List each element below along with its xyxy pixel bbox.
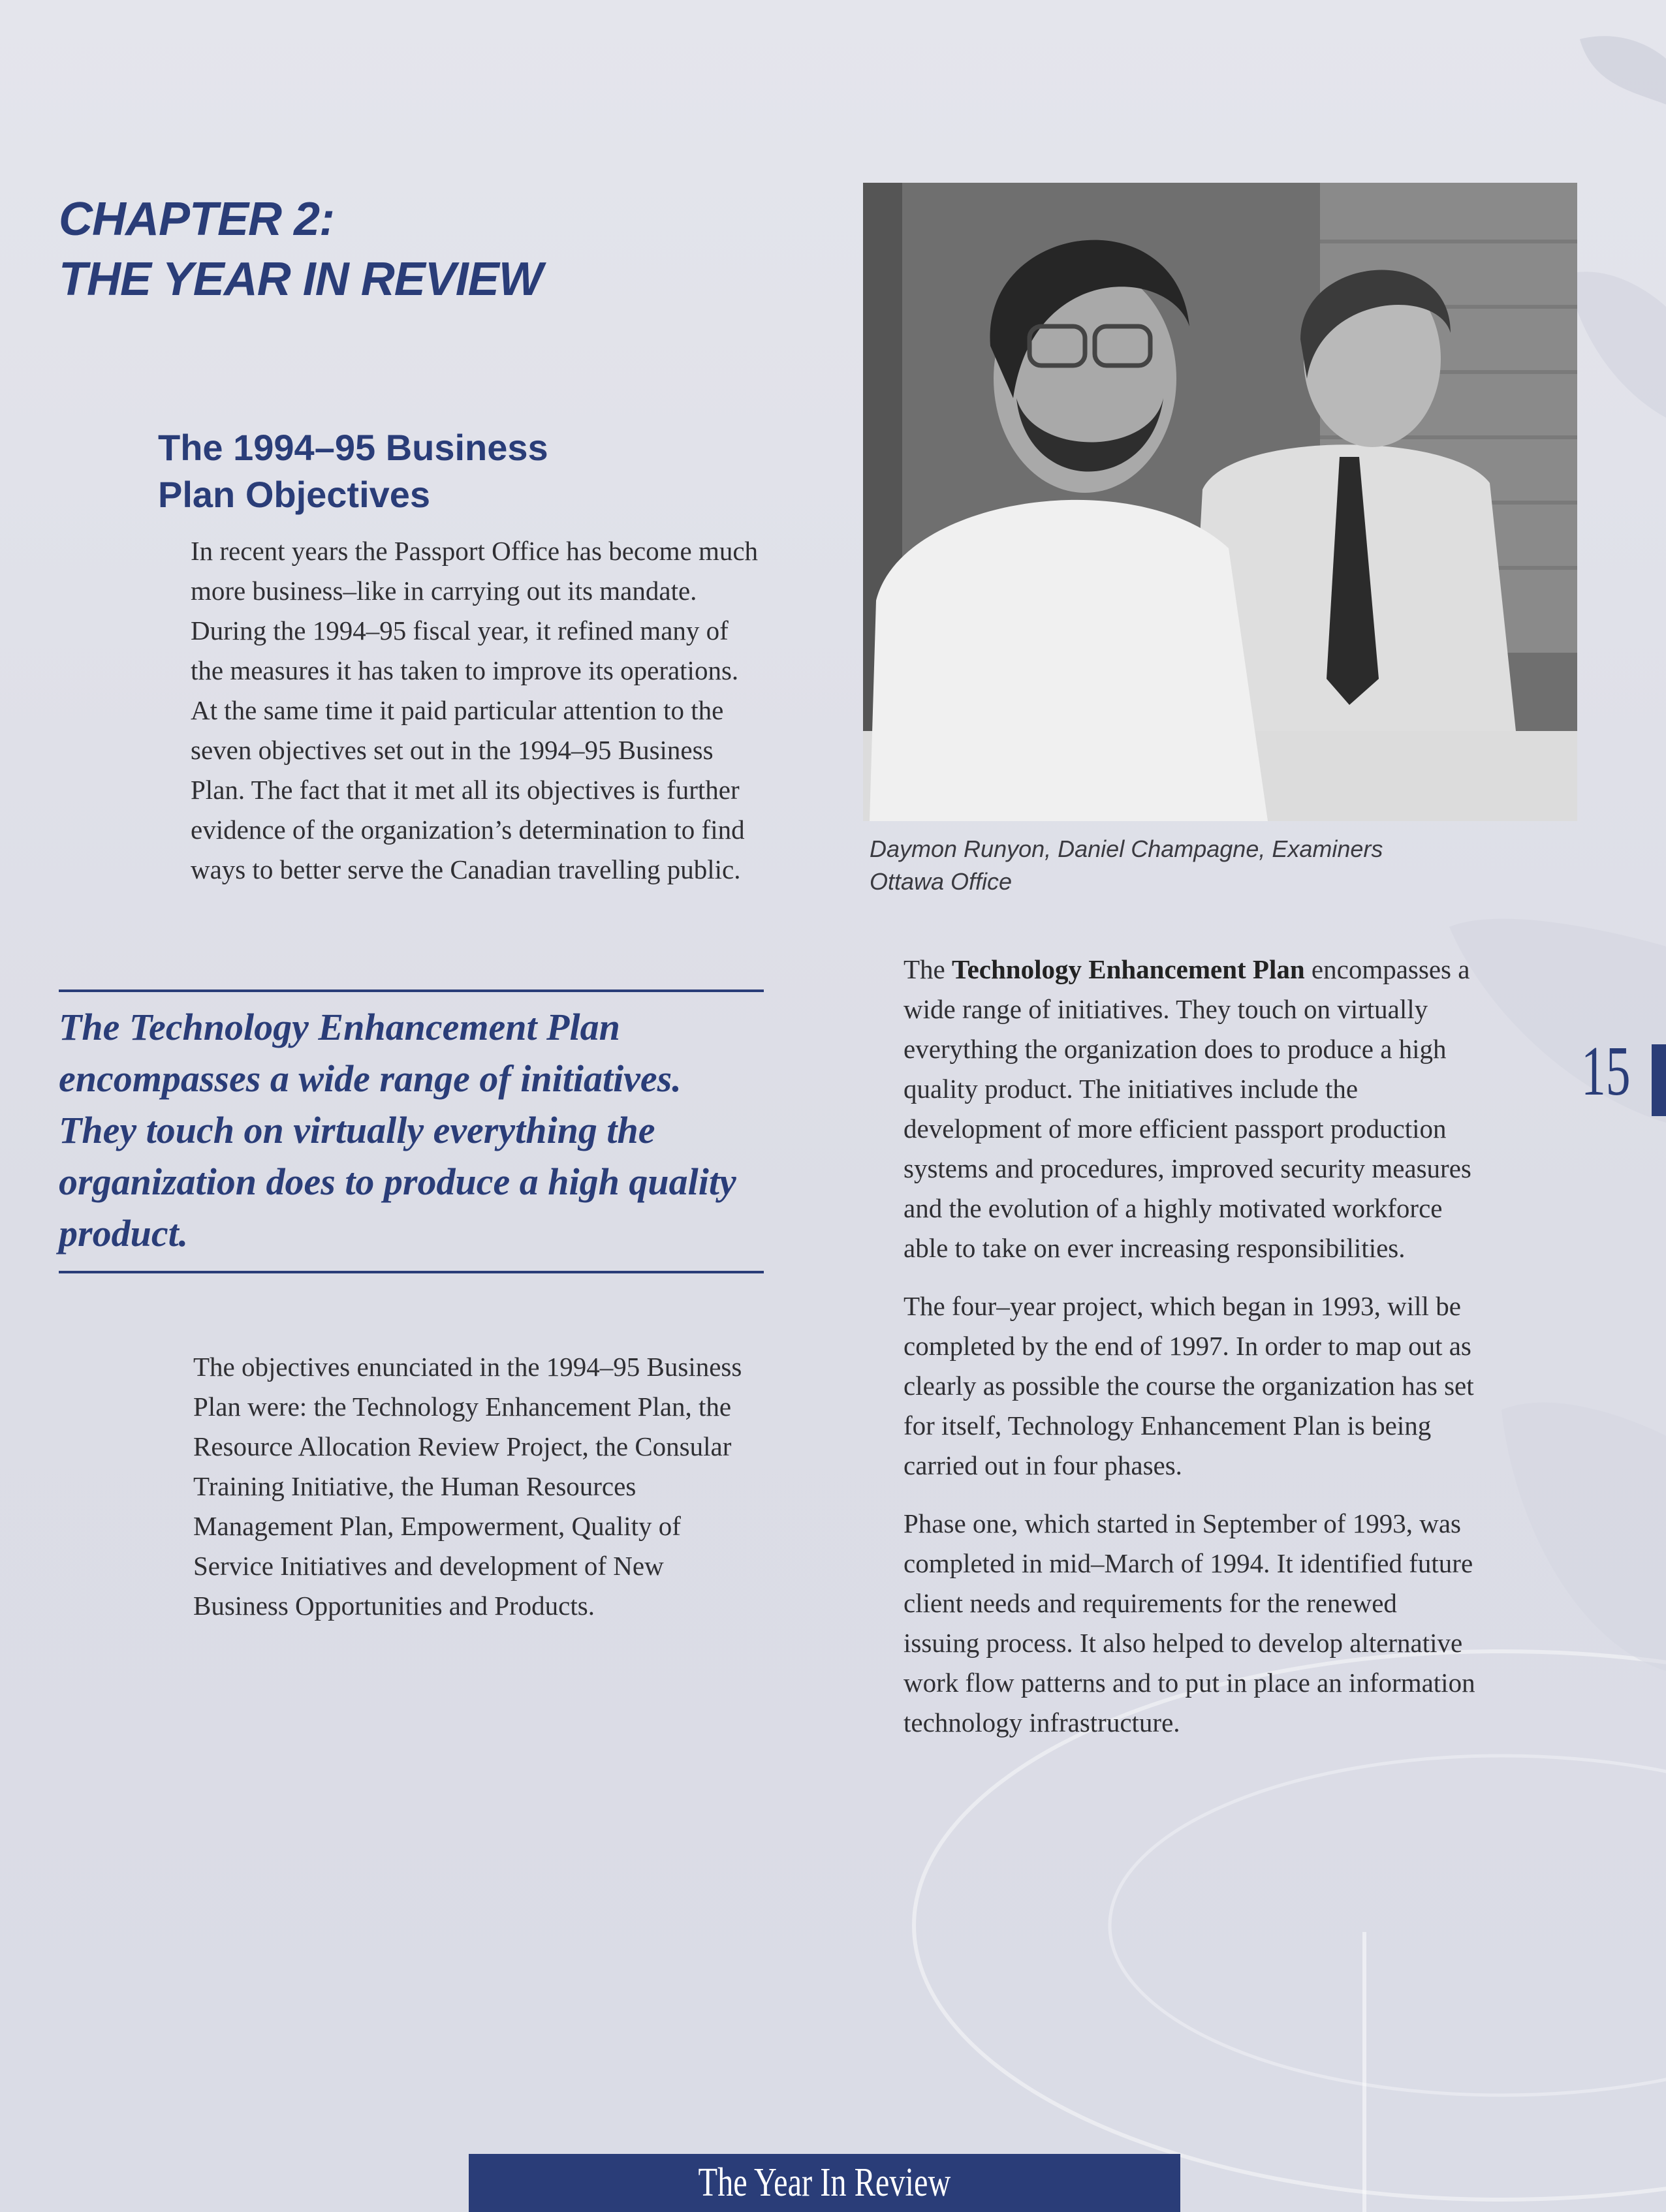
- tep-paragraph: [904, 950, 1478, 1268]
- tep-paragraph-bold: Technology Enhancement Plan: [952, 954, 1305, 984]
- right-column: [904, 950, 1478, 1761]
- footer-title: The Year In Review: [698, 2160, 951, 2205]
- pull-quote: [59, 989, 764, 1273]
- chapter-title: [59, 189, 542, 309]
- chapter-title-line2: THE YEAR IN REVIEW: [59, 253, 542, 305]
- section-heading-line1: The 1994–95 Business: [158, 427, 548, 468]
- photo-caption-line2: Ottawa Office: [870, 868, 1013, 895]
- tep-paragraph-rest: encompasses a wide range of initiatives. They touch on virtually everything the organization does to produce a high quality product. The initiatives include the development of more efficient passport production systems and procedures, improved security measures and the evolution of a highly motivated workforce able to take on ever increasing responsibilities.: [904, 954, 1471, 1263]
- pull-quote-text: The Technology Enhancement Plan encompasses a wide range of initiatives. They touch on virtually everything the organization does to produce a high quality product.: [59, 1006, 736, 1254]
- tep-paragraph-lead: The: [904, 954, 952, 984]
- footer-bar: [469, 2154, 1180, 2212]
- objectives-intro-paragraph: In recent years the Passport Office has become much more business–like in carrying out its mandate. During the 1994–95 fiscal year, it refined many of the measures it has taken to improve its operations. At the same time it paid particular attention to the seven objectives set out in the 1994–95 Business Plan. The fact that it met all its objectives is further evidence of the organization’s determination to find ways to better serve the Canadian travelling public.: [191, 536, 759, 884]
- objectives-list-paragraph: The objectives enunciated in the 1994–95 Business Plan were: the Technology Enhancement Plan, the Resource Allocation Review Project, the Consular Training Initiative, the Human Resources Management Plan, Empowerment, Quality of Service Initiatives and development of New Business Opportunities and Products.: [193, 1352, 742, 1621]
- photo-caption: [870, 833, 1383, 898]
- four-year-project-paragraph: The four–year project, which began in 1993, will be completed by the end of 1997. In order to map out as clearly as possible the course the organization has set for itself, Technology Enhancement Plan is being carried out in four phases.: [904, 1291, 1474, 1480]
- examiners-photo: [863, 183, 1577, 821]
- chapter-title-line1: CHAPTER 2:: [59, 193, 335, 245]
- photo-caption-line1: Daymon Runyon, Daniel Champagne, Examiners: [870, 835, 1383, 862]
- section-heading-line2: Plan Objectives: [158, 474, 431, 515]
- phase-one-paragraph: Phase one, which started in September of 1993, was completed in mid–March of 1994. It identified future client needs and requirements for the renewed issuing process. It also helped to develop alternative work flow patterns and to put in place an information technology infrastructure.: [904, 1508, 1475, 1737]
- page-number: 15: [1581, 1033, 1631, 1110]
- examiners-photo-illustration: [863, 183, 1577, 821]
- section-heading: [158, 424, 548, 518]
- page-tab-marker: [1652, 1044, 1666, 1116]
